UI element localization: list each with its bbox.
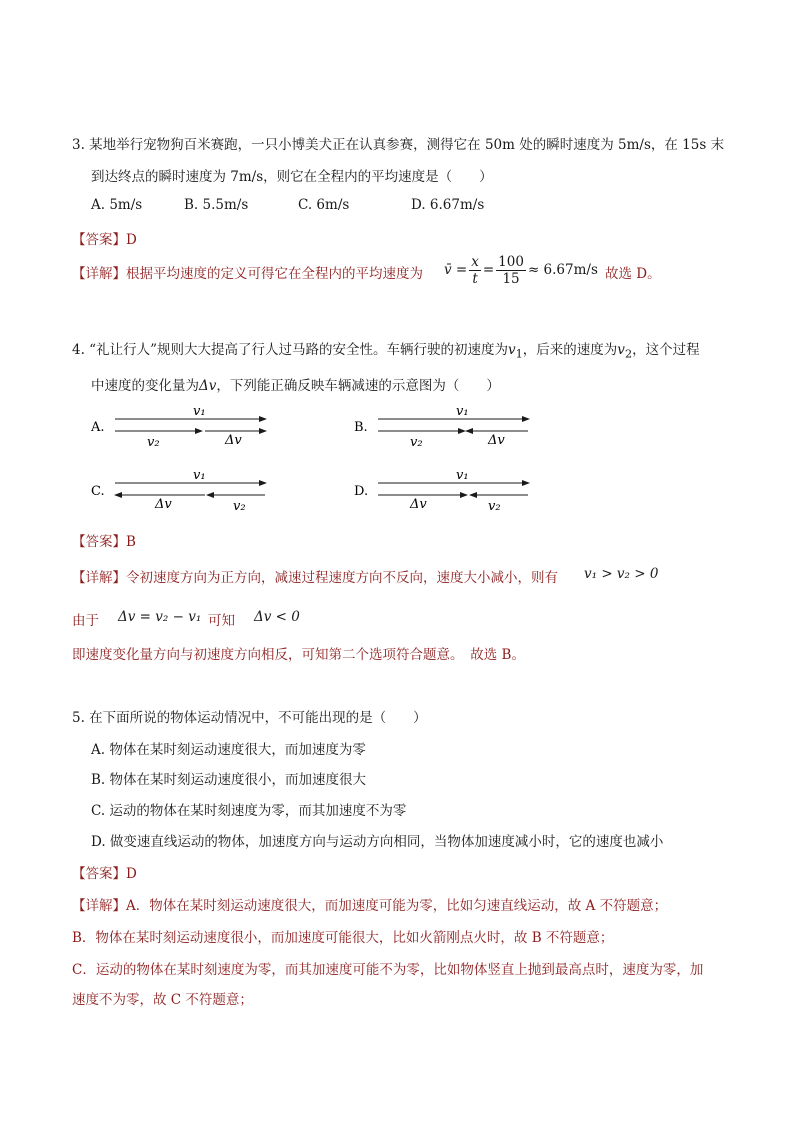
q4-exp-label: 【详解】: [72, 570, 126, 586]
q4-explanation-line1: [72, 566, 558, 586]
q5-answer: 【答案】D: [72, 866, 137, 882]
q3-stem-line2: 到达终点的瞬时速度为 7m/s，则它在全程内的平均速度是（ ）: [91, 169, 493, 185]
q3-stem-line1: 3. 某地举行宠物狗百米赛跑，一只小博美犬正在认真参赛，测得它在 50m 处的瞬时速度为 5m/s，在 15s 末: [72, 137, 725, 153]
q5-explanation-line1: [72, 894, 667, 914]
q3-formula-eq: =: [482, 262, 495, 278]
q4-diagram-d-top-label: v₁: [456, 468, 469, 483]
q5-explanation-line3: C．运动的物体在某时刻速度为零，而其加速度可能不为零，比如物体竖直上抛到最高点时，速度为零，加: [72, 962, 704, 978]
q4-stem-text-d: 中速度的变化量为: [91, 378, 199, 394]
q4-stem-text-e: ，下列能正确反映车辆减速的示意图为（ ）: [216, 378, 500, 394]
q3-option-a: A. 5m/s: [91, 197, 143, 213]
q3-option-b: B. 5.5m/s: [184, 197, 249, 213]
q4-diagram-b-label: B.: [354, 420, 368, 435]
q4-diagram-c: [85, 462, 285, 514]
q4-diagram-b: [348, 398, 548, 448]
q4-diagram-c-label: C.: [91, 484, 105, 499]
q4-diagram-c-top-label: v₁: [193, 468, 206, 483]
q4-diagram-d-left-arrowhead: [460, 492, 468, 498]
q5-option-b: B. 物体在某时刻运动速度很小，而加速度很大: [91, 772, 367, 788]
q4-diagram-b-top-label: v₁: [456, 404, 469, 419]
q3-formula-approx: ≈ 6.67m/s: [527, 262, 598, 278]
q4-diagram-c-right-label: v₂: [233, 499, 246, 514]
q3-conclusion: 故选 D。: [605, 266, 661, 282]
q4-explanation-line2-prefix: 由于: [72, 613, 99, 629]
q3-fraction-x-t: [469, 254, 481, 287]
q3-option-c: C. 6m/s: [298, 197, 350, 213]
q4-diagram-d-left-label: Δv: [410, 497, 427, 512]
q4-diagram-c-left-arrowhead: [114, 492, 122, 498]
q4-diagram-a-top-label: v₁: [193, 404, 206, 419]
q4-diagram-a-label: A.: [91, 420, 105, 435]
q3-exp-label: 【详解】: [72, 266, 126, 282]
q4-v2: v: [617, 342, 625, 358]
q4-dv-equation: Δv = v₂ − v₁: [118, 609, 202, 625]
q4-diagram-d-right-label: v₂: [488, 499, 501, 514]
q5-explanation-line4: 速度不为零，故 C 不符题意；: [72, 992, 253, 1008]
q4-v1: v: [507, 342, 516, 358]
q3-formula-lhs: v̄ =: [444, 262, 468, 278]
q4-diagram-c-right-arrowhead: [206, 492, 214, 498]
q4-diagram-b-right-arrowhead: [465, 428, 473, 434]
q5-option-a: A. 物体在某时刻运动速度很大，而加速度为零: [91, 742, 366, 758]
q4-diagram-d-top-arrowhead: [522, 480, 530, 486]
q3-answer: 【答案】D: [72, 232, 137, 248]
q4-exp-text: 令初速度方向为正方向，减速过程速度方向不反向，速度大小减小，则有: [126, 570, 558, 586]
q4-diagram-a-left-label: v₂: [147, 435, 160, 448]
q4-diagram-c-top-arrowhead: [259, 480, 267, 486]
q4-diagram-b-left-arrowhead: [458, 428, 466, 434]
q4-diagram-d-right-arrowhead: [469, 492, 477, 498]
q4-diagram-a: [85, 398, 285, 448]
q5-explanation-line2: B．物体在某时刻运动速度很小，而加速度可能很大，比如火箭刚点火时，故 B 不符题意；: [72, 930, 614, 946]
q3-option-d: D. 6.67m/s: [411, 197, 485, 213]
q4-v1-sub: 1: [515, 347, 523, 361]
q5-option-d: D. 做变速直线运动的物体，加速度方向与运动方向相同，当物体加速度减小时，它的速度也减小: [91, 834, 664, 850]
q4-explanation-line2-mid: 可知: [208, 613, 235, 629]
q4-diagram-b-top-arrowhead: [522, 416, 530, 422]
q4-diagram-b-right-label: Δv: [488, 433, 505, 448]
q3-frac1-den: t: [472, 270, 478, 287]
q5-exp-a: A．物体在某时刻运动速度很大，而加速度可能为零，比如匀速直线运动，故 A 不符题意；: [126, 898, 668, 914]
q3-fraction-100-15: [496, 254, 526, 287]
q3-explanation: [72, 262, 423, 282]
q3-frac2-num: 100: [498, 253, 524, 270]
q5-exp-label: 【详解】: [72, 898, 126, 914]
q4-v2-sub: 2: [624, 347, 633, 361]
q4-inequality: v₁ > v₂ > 0: [584, 566, 659, 582]
q4-diagram-a-top-arrowhead: [259, 416, 267, 422]
q4-explanation-line3: 即速度变化量方向与初速度方向相反，可知第二个选项符合题意。 故选 B。: [72, 647, 525, 663]
q3-frac2-den: 15: [502, 270, 520, 287]
q3-formula: [444, 250, 598, 290]
q4-diagram-a-right-label: Δv: [225, 433, 242, 448]
q4-diagram-a-left-arrowhead: [195, 428, 203, 434]
q4-answer: 【答案】B: [72, 534, 136, 550]
q4-diagram-d-label: D.: [354, 484, 369, 499]
q3-exp-text: 根据平均速度的定义可得它在全程内的平均速度为: [126, 266, 423, 282]
q3-frac1-num: x: [471, 253, 479, 270]
q4-stem-text-a: 4. “礼让行人”规则大大提高了行人过马路的安全性。车辆行驶的初速度为: [72, 342, 508, 358]
q4-stem-line1: [72, 338, 700, 361]
q4-dv: Δv: [199, 378, 217, 394]
q5-stem: 5. 在下面所说的物体运动情况中，不可能出现的是（ ）: [72, 710, 427, 726]
q4-stem-text-b: ，后来的速度为: [522, 342, 618, 358]
q4-diagram-d: [348, 462, 548, 514]
q4-dv-inequality: Δv < 0: [254, 609, 300, 625]
q5-option-c: C. 运动的物体在某时刻速度为零，而其加速度不为零: [91, 803, 407, 819]
q4-stem-line2: [91, 374, 500, 394]
q4-diagram-c-left-label: Δv: [155, 497, 172, 512]
q4-diagram-a-right-arrowhead: [259, 428, 267, 434]
q4-stem-text-c: ，这个过程: [632, 342, 700, 358]
q4-diagram-b-left-label: v₂: [410, 435, 423, 448]
